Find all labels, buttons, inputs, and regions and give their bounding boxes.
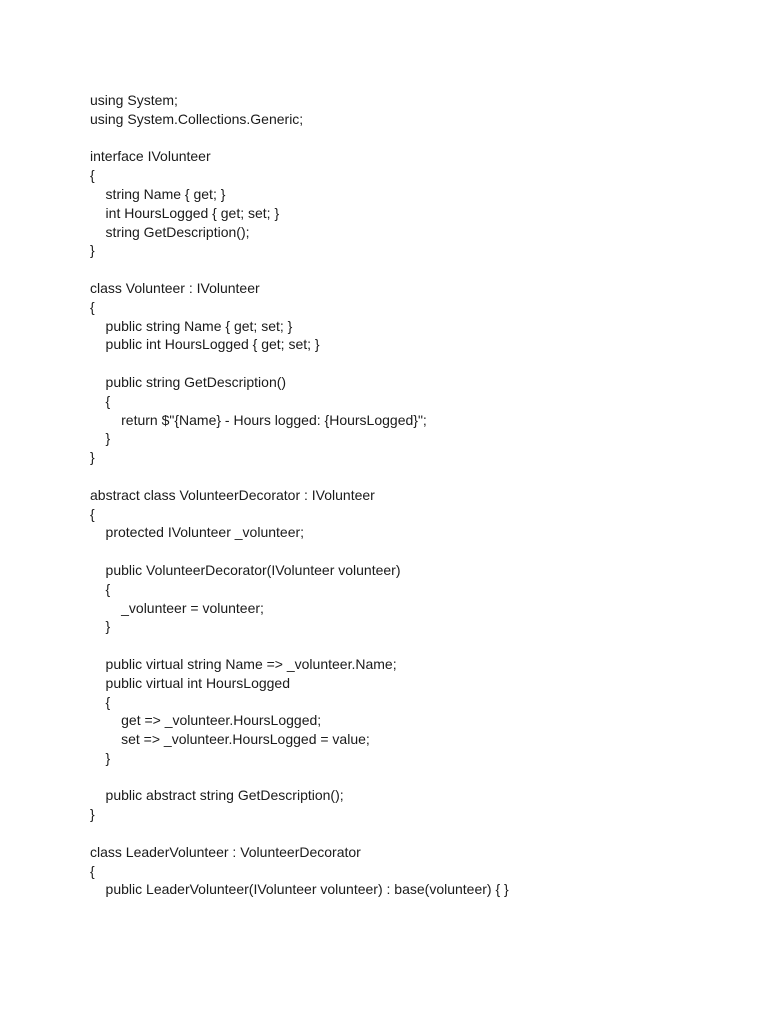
code-line: public VolunteerDecorator(IVolunteer volunteer) [90, 561, 401, 578]
code-line [90, 467, 509, 486]
code-line: { [90, 167, 95, 184]
code-line [90, 354, 509, 373]
code-line: { [90, 862, 95, 879]
code-line: set => _volunteer.HoursLogged = value; [90, 731, 370, 748]
code-line: _volunteer = volunteer; [90, 599, 264, 616]
code-line: public string GetDescription() [90, 373, 287, 390]
code-line [90, 636, 509, 655]
code-line: class Volunteer : IVolunteer [90, 279, 260, 296]
code-line: public abstract string GetDescription(); [90, 787, 344, 804]
code-line: { [90, 580, 111, 597]
code-line: abstract class VolunteerDecorator : IVolunteer [90, 486, 375, 503]
code-line: using System.Collections.Generic; [90, 110, 304, 127]
code-line: using System; [90, 92, 178, 108]
code-line: } [90, 430, 111, 447]
code-line: class LeaderVolunteer : VolunteerDecorator [90, 843, 361, 860]
code-line [90, 129, 509, 148]
code-line: int HoursLogged { get; set; } [90, 204, 280, 221]
code-line: return $"{Name} - Hours logged: {HoursLogged}"; [90, 411, 427, 428]
code-line: string Name { get; } [90, 185, 226, 202]
code-line: interface IVolunteer [90, 148, 211, 165]
code-line: public int HoursLogged { get; set; } [90, 336, 320, 353]
code-line: public virtual string Name => _volunteer.Name; [90, 655, 397, 672]
code-line [90, 260, 509, 279]
code-line: } [90, 806, 95, 823]
code-line: public string Name { get; set; } [90, 317, 293, 334]
code-line: protected IVolunteer _volunteer; [90, 524, 305, 541]
code-line: } [90, 749, 111, 766]
code-line: get => _volunteer.HoursLogged; [90, 712, 322, 729]
code-line [90, 824, 509, 843]
code-line: { [90, 693, 111, 710]
code-line: string GetDescription(); [90, 223, 250, 240]
code-line [90, 542, 509, 561]
code-line: { [90, 298, 95, 315]
code-line: } [90, 242, 95, 259]
code-line: { [90, 392, 111, 409]
code-line: public virtual int HoursLogged [90, 674, 290, 691]
code-line: public LeaderVolunteer(IVolunteer volunteer) : base(volunteer) { } [90, 881, 509, 898]
code-line: { [90, 505, 95, 522]
code-line: } [90, 449, 95, 466]
code-line: } [90, 618, 111, 635]
code-line [90, 768, 509, 787]
code-listing [90, 91, 509, 899]
